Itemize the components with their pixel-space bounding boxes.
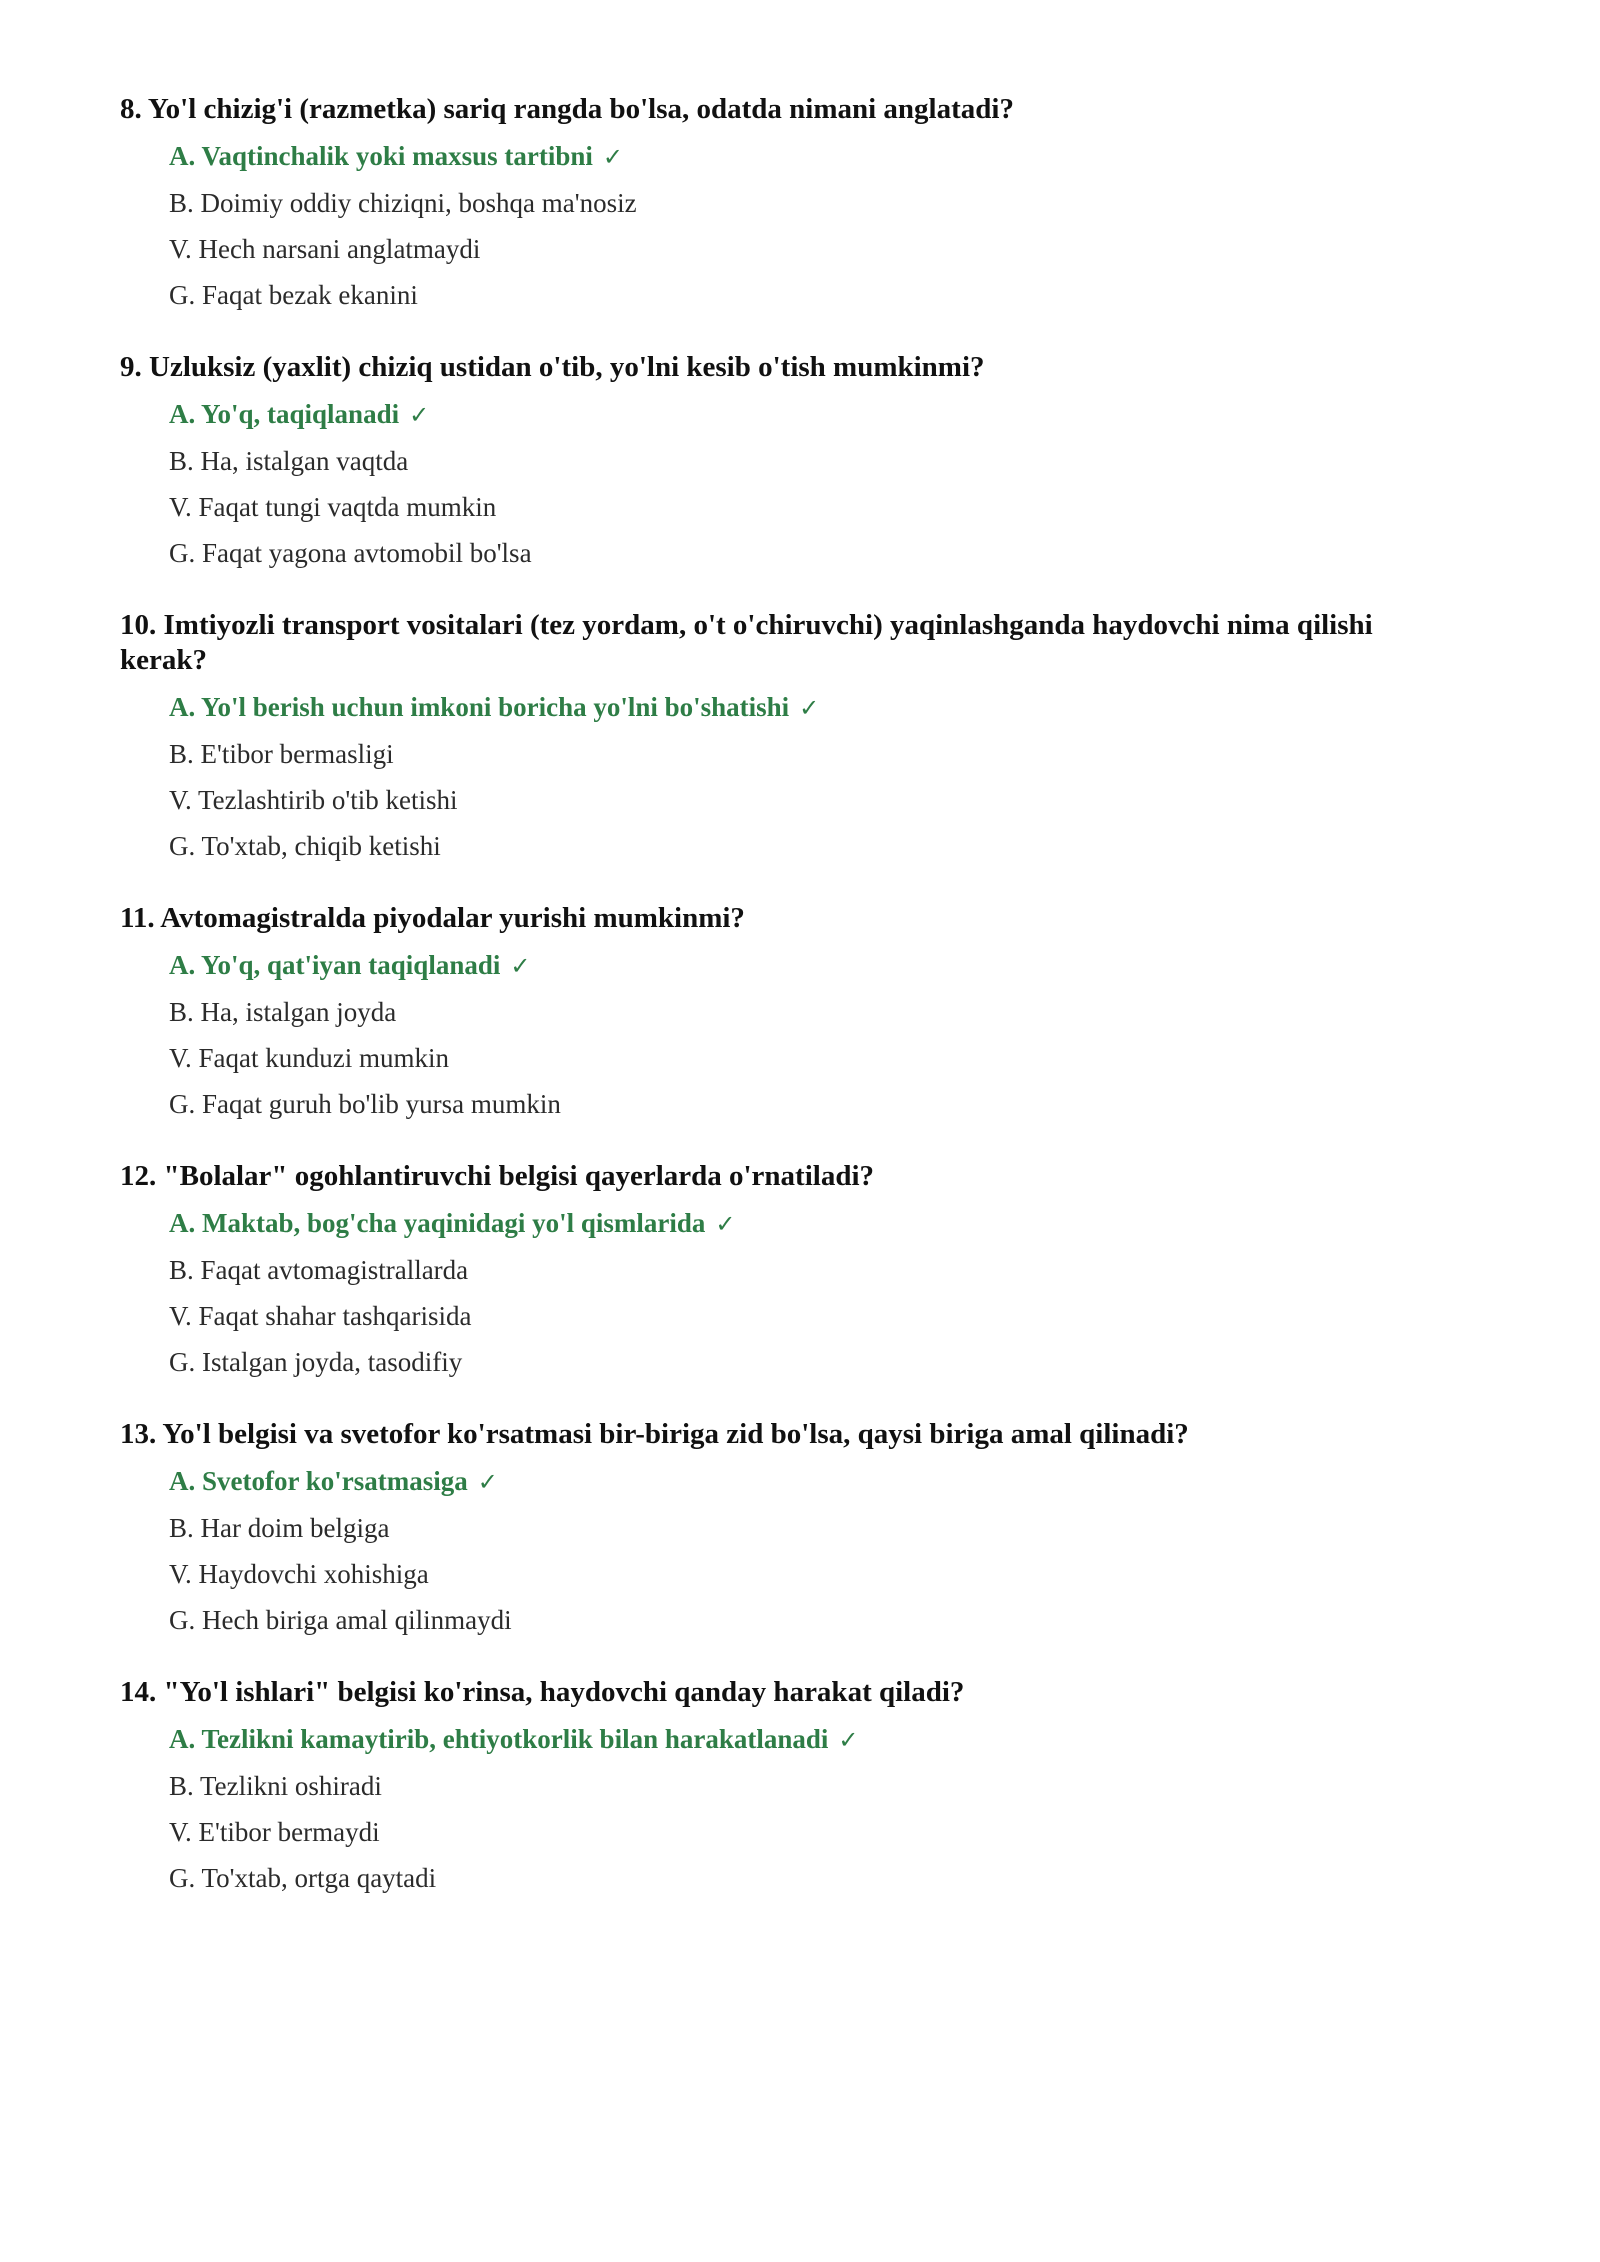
option-text: V. Faqat kunduzi mumkin <box>169 1043 449 1073</box>
option-text: G. Faqat bezak ekanini <box>169 280 418 310</box>
question-title: 14. "Yo'l ishlari" belgisi ko'rinsa, haydovchi qanday harakat qiladi? <box>120 1676 965 1708</box>
option-list <box>120 397 1460 570</box>
option <box>169 995 1460 1029</box>
option <box>169 1299 1460 1333</box>
question-14 <box>120 1675 1460 1895</box>
option-text: V. Tezlashtirib o'tib ketishi <box>169 785 458 815</box>
option-text: V. Haydovchi xohishiga <box>169 1559 429 1589</box>
check-icon: ✓ <box>799 694 820 722</box>
option-list <box>120 1722 1460 1895</box>
option <box>169 1769 1460 1803</box>
option-list <box>120 139 1460 312</box>
option <box>169 1041 1460 1075</box>
option-text: V. Faqat shahar tashqarisida <box>169 1301 472 1331</box>
option <box>169 1087 1460 1121</box>
option <box>169 490 1460 524</box>
option-text: A. Yo'l berish uchun imkoni boricha yo'lni bo'shatishi <box>169 692 790 722</box>
option-correct <box>169 948 1460 983</box>
option <box>169 737 1460 771</box>
question-9 <box>120 350 1460 570</box>
option <box>169 444 1460 478</box>
option <box>169 1861 1460 1895</box>
quiz-page <box>120 92 1460 1933</box>
option-text: A. Maktab, bog'cha yaqinidagi yo'l qismlarida <box>169 1208 706 1238</box>
option-text: B. Tezlikni oshiradi <box>169 1771 382 1801</box>
question-10 <box>120 608 1460 863</box>
option <box>169 186 1460 220</box>
question-title: 9. Uzluksiz (yaxlit) chiziq ustidan o'tib, yo'lni kesib o'tish mumkinmi? <box>120 351 985 383</box>
option <box>169 1557 1460 1591</box>
check-icon: ✓ <box>409 401 430 429</box>
option-text: V. Hech narsani anglatmaydi <box>169 234 481 264</box>
option <box>169 1345 1460 1379</box>
question-title: 13. Yo'l belgisi va svetofor ko'rsatmasi bir-biriga zid bo'lsa, qaysi biriga amal qilinadi? <box>120 1418 1189 1450</box>
option-text: B. Har doim belgiga <box>169 1513 390 1543</box>
option-text: G. To'xtab, chiqib ketishi <box>169 831 441 861</box>
option <box>169 783 1460 817</box>
option-text: V. E'tibor bermaydi <box>169 1817 380 1847</box>
question-title: 11. Avtomagistralda piyodalar yurishi mumkinmi? <box>120 902 745 934</box>
option-text: B. Doimiy oddiy chiziqni, boshqa ma'nosiz <box>169 188 637 218</box>
question-13 <box>120 1417 1460 1637</box>
option-text: A. Vaqtinchalik yoki maxsus tartibni <box>169 141 593 171</box>
option <box>169 278 1460 312</box>
option <box>169 232 1460 266</box>
check-icon: ✓ <box>838 1726 859 1754</box>
option <box>169 1815 1460 1849</box>
question-8 <box>120 92 1460 312</box>
check-icon: ✓ <box>602 143 623 171</box>
check-icon: ✓ <box>477 1468 498 1496</box>
option-text: B. E'tibor bermasligi <box>169 739 394 769</box>
check-icon: ✓ <box>715 1210 736 1238</box>
option-list <box>120 1464 1460 1637</box>
option-text: A. Yo'q, taqiqlanadi <box>169 399 400 429</box>
option <box>169 1511 1460 1545</box>
option-text: G. To'xtab, ortga qaytadi <box>169 1863 437 1893</box>
option-text: G. Faqat guruh bo'lib yursa mumkin <box>169 1089 561 1119</box>
question-12 <box>120 1159 1460 1379</box>
option-correct <box>169 1464 1460 1499</box>
option-text: B. Ha, istalgan vaqtda <box>169 446 409 476</box>
check-icon: ✓ <box>510 952 531 980</box>
option-text: G. Faqat yagona avtomobil bo'lsa <box>169 538 532 568</box>
option-correct <box>169 1722 1460 1757</box>
option-correct <box>169 1206 1460 1241</box>
option-text: G. Istalgan joyda, tasodifiy <box>169 1347 463 1377</box>
question-title: 10. Imtiyozli transport vositalari (tez yordam, o't o'chiruvchi) yaqinlashganda haydovchi nima qilishi kerak? <box>120 609 1373 676</box>
option <box>169 1253 1460 1287</box>
option <box>169 1603 1460 1637</box>
option-text: V. Faqat tungi vaqtda mumkin <box>169 492 497 522</box>
option-text: B. Faqat avtomagistrallarda <box>169 1255 469 1285</box>
question-title: 8. Yo'l chizig'i (razmetka) sariq rangda bo'lsa, odatda nimani anglatadi? <box>120 93 1014 125</box>
option <box>169 829 1460 863</box>
question-11 <box>120 901 1460 1121</box>
option-text: A. Svetofor ko'rsatmasiga <box>169 1466 468 1496</box>
option-correct <box>169 397 1460 432</box>
option-text: A. Tezlikni kamaytirib, ehtiyotkorlik bilan harakatlanadi <box>169 1724 829 1754</box>
option-list <box>120 948 1460 1121</box>
option <box>169 536 1460 570</box>
option-text: B. Ha, istalgan joyda <box>169 997 397 1027</box>
option-list <box>120 1206 1460 1379</box>
option-list <box>120 690 1460 863</box>
question-title: 12. "Bolalar" ogohlantiruvchi belgisi qayerlarda o'rnatiladi? <box>120 1160 875 1192</box>
option-correct <box>169 690 1460 725</box>
option-text: A. Yo'q, qat'iyan taqiqlanadi <box>169 950 501 980</box>
option-correct <box>169 139 1460 174</box>
option-text: G. Hech biriga amal qilinmaydi <box>169 1605 512 1635</box>
